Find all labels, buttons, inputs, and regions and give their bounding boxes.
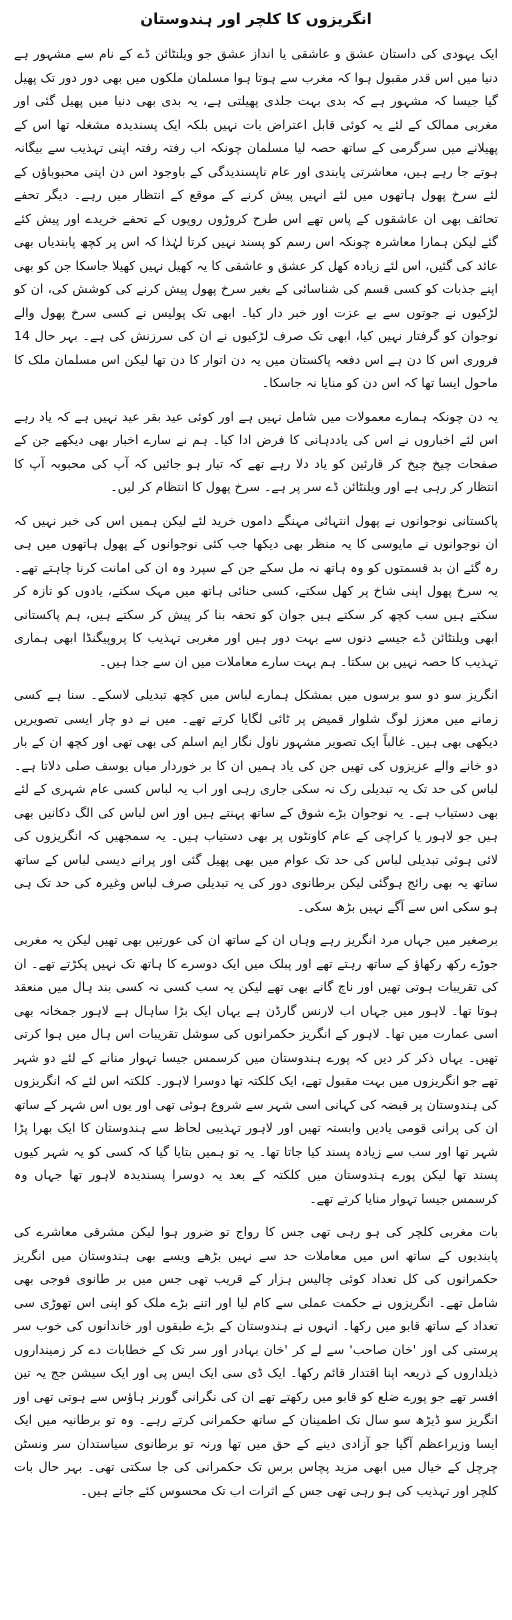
page-title: انگریزوں کا کلچر اور ہندوستان: [140, 10, 372, 28]
paragraph: انگریز سو دو سو برسوں میں بمشکل ہمارے لباس میں کچھ تبدیلی لاسکے۔ سنا ہے کسی زمانے میں معزز لوگ شلوار قمیض پر ٹائی لگایا کرتے تھے۔ میں نے دو چار ایسی تصویریں دیکھی بھی ہیں۔ غالباً ایک تصویر مشہور ناول نگار ایم اسلم کی بھی تھی اور کچھ ان کے بار دو خانے والے عزیزوں کی تھیں جن کی یاد ہمیں ان کا بر خوردار میاں یوسف صلی دلاتا ہے۔ لباس کی حد تک یہ تبدیلی رک نہ سکی جاری رہی اور اب یہ لباس کسی عام شہری کے لئے بھی دستیاب ہے۔ یہ نوجوان بڑے شوق کے ساتھ پہنتے ہیں اور اس لباس کی الگ دکانیں بھی ہیں جو لاہور یا کراچی کے عام کاونٹوں پر بھی دستیاب ہیں۔ یہ سمجھیں کہ انگریزوں کی لائی ہوئی تبدیلی لباس کی حد تک عوام میں بھی پھیل گئی اور پرانے دیسی لباس کے ساتھ ساتھ یہ بھی رائج ہوگئی لیکن برطانوی دور کی یہ تبدیلی صرف لباس وغیرہ کی حد تک ہی ہو سکی اس سے آگے نہیں بڑھ سکی۔: [14, 687, 498, 914]
paragraph: پاکستانی نوجوانوں نے پھول انتہائی مہنگے داموں خرید لئے لیکن ہمیں اس کی خبر نہیں کہ ان نوجوانوں نے مایوسی کا یہ منظر بھی دیکھا جب کئی نوجوانوں کے پھول ہاتھوں میں ہی رہ گئے ان بد قسمتوں کو وہ ہاتھ نہ مل سکے جن کے سپرد وہ ان کی امانت کرنا چاہتے تھے۔ یہ سرخ پھول اپنی شاخ پر کھل سکتے، کسی حنائی ہاتھ میں مہک سکتے، یادوں کو تازہ کر سکتے ہیں سب کچھ کر سکتے ہیں جوان کو تحفہ بنا کر پیش کر سکتے ہیں، ہم پاکستانی ابھی ویلنٹائن ڈے جیسے دنوں سے بہت دور ہیں اور مغربی تہذیب کا پروپیگنڈا ابھی ہماری تہذیب کا حصہ نہیں بن سکتا۔ ہم بہت سارے معاملات میں ان سے جدا ہیں۔: [14, 512, 498, 669]
paragraph: ایک یہودی کی داستان عشق و عاشقی یا انداز عشق جو ویلنٹائن ڈے کے نام سے مشہور ہے دنیا میں اس قدر مقبول ہوا کہ مغرب سے ہوتا ہوا مسلمان ملکوں میں بھی دور دور تک پھیل گیا جیسا کہ مشہور ہے کہ بدی بہت جلدی پھیلتی ہے، یہ بدی بھی دنیا میں پھیل گئی اور مغربی ممالک کے لئے یہ کوئی قابل اعتراض بات نہیں بلکہ ایک پسندیدہ مشغلہ تھا اس کے پھیلانے میں سرگرمی کے ساتھ حصہ لیا مسلمان چونکہ اب رفتہ رفتہ اپنی تہذیب سے بیگانہ ہوتے جا رہے ہیں، معاشرتی پابندی اور عام ناپسندیدگی کے باوجود اس دن اپنی محبوباؤں کے لئے سرخ پھول ہاتھوں میں لئے انہیں پیش کرنے کے موقع کے انتظار میں رہے۔ دیگر تحفے تحائف بھی ان عاشقوں کے پاس تھے اس طرح کروڑوں روپوں کے تحفے خریدے اور پیش کئے گئے لیکن ہمارا معاشرہ چونکہ اس رسم کو پسند نہیں کرتا لہٰذا کہ اس پر کچھ پابندیاں بھی عائد کی گئیں، اس لئے زیادہ کھل کر عشق و عاشقی کا یہ کھیل نہیں کھیلا جاسکا جن کو بھی اپنے جذبات کو کسی قسم کی شناسائی کے بغیر سرخ پھول پیش کرنے کی کوشش کی، ان کو لڑکیوں نے جوتوں سے بے عزت اور خبر دار کیا۔ ابھی تک پولیس نے کسی سرخ پھول والے نوجوان کو گرفتار نہیں کیا، ابھی تک صرف لڑکیوں نے ان کی سرزنش کی ہے۔ بہر حال 14 فروری اس کا دن ہے اس دفعہ پاکستان میں یہ دن اتوار کا دن تھا لیکن اس مسلمان ملک کا ماحول ایسا تھا کہ اس دن کو منایا نہ جاسکا۔: [14, 46, 498, 390]
paragraph: بات مغربی کلچر کی ہو رہی تھی جس کا رواج تو ضرور ہوا لیکن مشرقی معاشرے کی پابندیوں کے ساتھ اس میں معاملات حد سے نہیں بڑھے ویسے بھی ہندوستان میں انگریز حکمرانوں کی کل تعداد کوئی چالیس ہزار کے قریب تھی جس میں بر طانوی فوجی بھی شامل تھے۔ انگریزوں نے حکمت عملی سے کام لیا اور اتنے بڑے ملک کو اپنی اس تھوڑی سی تعداد کے ساتھ قابو میں رکھا۔ انہوں نے ہندوستان کے بڑے طبقوں اور خاندانوں کی خوب سر پرستی کی اور 'خان صاحب' سے لے کر 'خان بہادر اور سر تک کے خطابات دے کر زمینداروں ذیلداروں کے ذریعہ اپنا اقتدار قائم رکھا۔ ایک ڈی سی ایک ایس پی اور ایک سیشن جج یہ تین افسر تھے جو پورے ضلع کو قابو میں رکھتے تھے ان کی نگرانی گورنر ہاؤس سے ہوتی تھی اور انگریز سو ڈیڑھ سو سال تک اطمینان کے ساتھ حکمرانی کرتے رہے۔ وہ تو برطانیہ میں ایک ایسا وزیراعظم آگیا جو آزادی دینے کے حق میں تھا ورنہ تو برطانوی سیاستدان سر ونسٹن چرچل کے خیال میں ابھی مزید پچاس برس تک حکمرانی کی جا سکتی تھی۔ بہر حال بات کلچر اور تہذیب کی ہو رہی تھی جس کے اثرات اب تک محسوس کئے جاتے ہیں۔: [14, 1224, 498, 1498]
paragraph: برصغیر میں جہاں مرد انگریز رہے وہاں ان کے ساتھ ان کی عورتیں بھی تھیں لیکن یہ مغربی جوڑے رکھ رکھاؤ کے ساتھ رہتے تھے اور پبلک میں ایک دوسرے کا ہاتھ تک نہیں پکڑتے تھے۔ ان کی تقریبات ہوتی تھیں اور ناچ گانے بھی تھے لیکن یہ سب کسی نہ کسی بند ہال میں منعقد ہوتا تھا۔ لاہور میں جہاں اب لارنس گارڈن ہے یہاں ایک بڑا ساہال ہے لاہور جمخانہ بھی اسی عمارت میں تھا۔ لاہور کے انگریز حکمرانوں کی سوشل تقریبات اس ہال میں ہوا کرتی تھیں۔ یہاں ذکر کر دیں کہ پورے ہندوستان میں کرسمس جیسا تہوار منانے کے لئے دو شہر تھے جو انگریزوں میں بہت مقبول تھے، ایک کلکتہ تھا دوسرا لاہور۔ کلکتہ اس لئے کہ انگریزوں کی ہندوستان پر قبضہ کی کہانی اسی شہر سے شروع ہوئی تھی اور یوں اس شہر کے ساتھ ان کی پرانی قومی یادیں وابستہ تھیں اور لاہور تہذیبی لحاظ سے ہندوستان کا ایک بھرا پڑا شہر تھا اور سب سے زیادہ پسند کیا جاتا تھا۔ یہ تو ہمیں بتایا گیا کہ کسی کو یہ شہر کیوں پسند تھا لیکن پورے ہندوستان میں کلکتہ کے بعد یہ دوسرا پسندیدہ لاہور تھا جہاں وہ کرسمس جیسا تہوار منایا کرتے تھے۔: [14, 932, 498, 1206]
paragraph: یہ دن چونکہ ہمارے معمولات میں شامل نہیں ہے اور کوئی عید بقر عید نہیں ہے کہ یاد رہے اس لئے اخباروں نے اس کی یاددہانی کا فرض ادا کیا۔ ہم نے سارے اخبار بھی دیکھے جن کے صفحات چیخ چیخ کر قارئین کو یاد دلا رہے تھے کہ تیار ہو جائیں کہ آپ کی محبوبہ آپ کا انتظار کر رہی ہے اور ویلنٹائن ڈے سر پر ہے۔ سرخ پھول کا انتظام کر لیں۔: [14, 408, 498, 494]
